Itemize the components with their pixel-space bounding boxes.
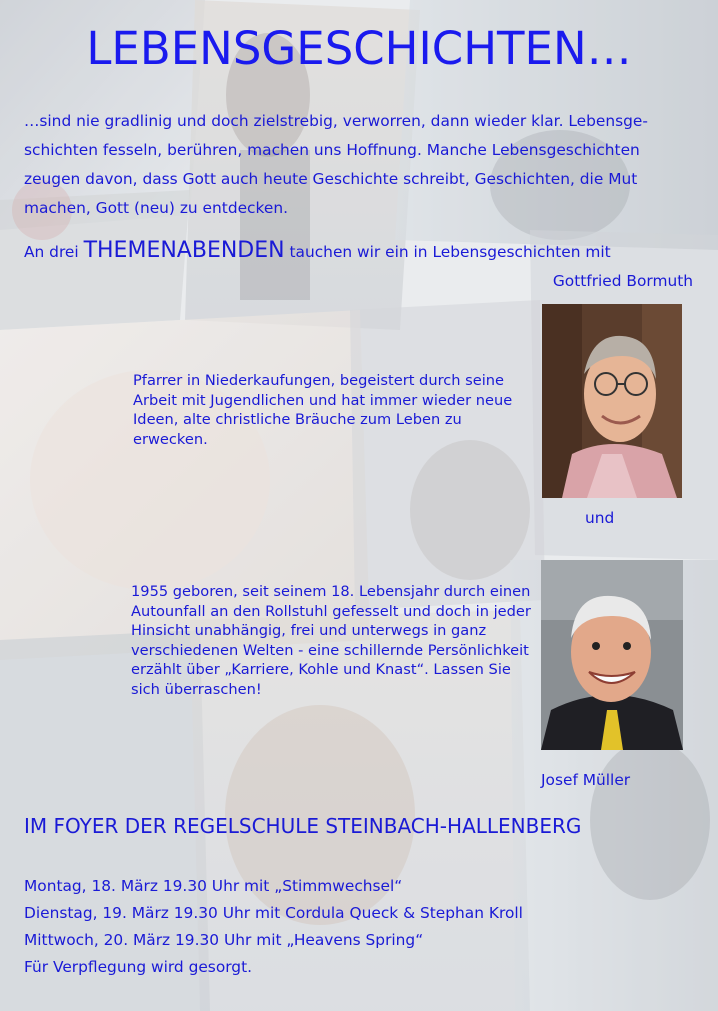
intro-paragraph: …sind nie gradlinig und doch zielstrebig, verworren, dann wieder klar. Lebensge-schichten fesseln, berühren, machen uns Hoffnung. Manche Lebensgeschichten zeugen davon, dass Gott auch heute Geschichte schreibt, Geschichten, die Mut machen, Gott (neu) zu entdecken. — [24, 112, 648, 217]
event-date-1: Montag, 18. März 19.30 Uhr mit „Stimmwechsel“ — [24, 877, 403, 895]
und-connector: und — [585, 509, 615, 527]
person2-name: Josef Müller — [541, 771, 631, 789]
themen-suffix: tauchen wir ein in Lebensgeschichten mit — [284, 243, 611, 261]
themen-highlight: THEMENABENDEN — [83, 238, 285, 263]
portrait-photo-gottfried-bormuth — [542, 304, 682, 498]
themenabende-line — [24, 238, 611, 263]
person2-description: 1955 geboren, seit seinem 18. Lebensjahr durch einen Autounfall an den Rollstuhl gefesselt und doch in jeder Hinsicht unabhängig, frei und unterwegs in ganz verschiedenen Welten - eine schillernde Persönlichkeit erzählt über „Karriere, Kohle und Knast“. Lassen Sie sich überraschen! — [131, 583, 531, 698]
event-date-3: Mittwoch, 20. März 19.30 Uhr mit „Heavens Spring“ — [24, 931, 424, 949]
catering-note: Für Verpflegung wird gesorgt. — [24, 958, 252, 976]
event-date-2: Dienstag, 19. März 19.30 Uhr mit Cordula Queck & Stephan Kroll — [24, 904, 523, 922]
themen-prefix: An drei — [24, 243, 84, 261]
event-dates — [24, 873, 523, 981]
page-title: LEBENSGESCHICHTEN… — [86, 22, 632, 75]
portrait-photo-josef-mueller — [541, 560, 683, 750]
person1-name: Gottfried Bormuth — [552, 272, 693, 290]
venue-heading: IM FOYER DER REGELSCHULE STEINBACH-HALLENBERG — [24, 814, 582, 838]
person1-description: Pfarrer in Niederkaufungen, begeistert durch seine Arbeit mit Jugendlichen und hat immer wieder neue Ideen, alte christliche Bräuche zum Leben zu erwecken. — [133, 372, 513, 448]
